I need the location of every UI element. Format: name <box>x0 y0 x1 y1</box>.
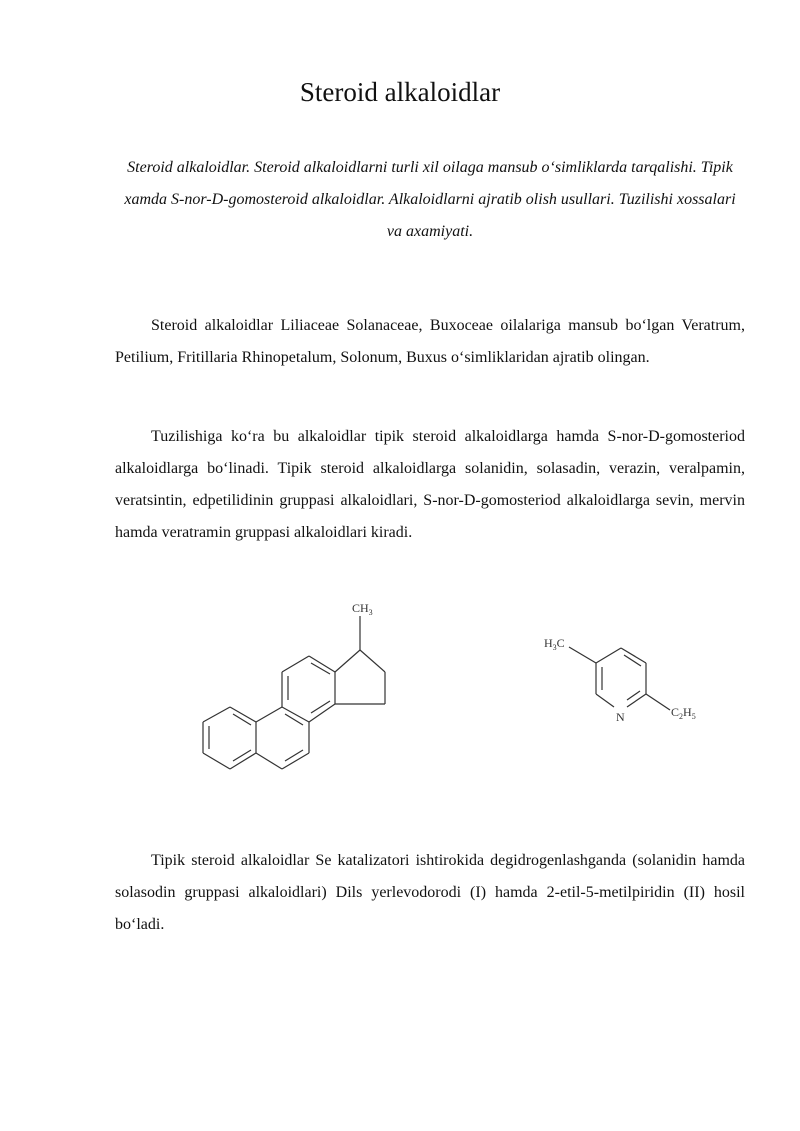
pyridine-ring <box>596 648 646 707</box>
abstract: Steroid alkaloidlar. Steroid alkaloidlarni turli xil oilaga mansub o‘simliklarda tarqalishi. Tipik xamda S-nor-D-gomosteroid alkaloidlar. Alkaloidlarni ajratib olish usullari. Tuzilishi xossalari va axamiyati. <box>124 159 736 240</box>
ethyl-group-label: $C_2H_5$ <box>671 705 696 721</box>
paragraph-dehydrogenation: Tipik steroid alkaloidlar Se katalizatori ishtirokida degidrogenlashganda (solanidin hamda solasodin gruppasi alkaloidlari) Dils yerlevodorodi (I) hamda 2-etil-5-metilpiridin (II) hosil bo‘ladi. <box>115 852 745 933</box>
ring-a <box>203 707 256 769</box>
paragraph-sources: Steroid alkaloidlar Liliaceae Solanaceae, Buxoceae oilalariga mansub bo‘lgan Veratrum, Petilium, Fritillaria Rhinopetalum, Solonum, Buxus o‘simliklaridan ajratib olingan. <box>115 317 745 366</box>
ring-b <box>256 707 309 769</box>
methyl-bond <box>569 647 596 663</box>
nitrogen-label: N <box>616 710 625 724</box>
page-title: Steroid alkaloidlar <box>299 77 501 107</box>
methyl-group-label: $H_3C$ <box>544 636 565 652</box>
paragraph-classification: Tuzilishiga ko‘ra bu alkaloidlar tipik steroid alkaloidlarga hamda S-nor-D-gomosteriod alkaloidlarga bo‘linadi. Tipik steroid alkaloidlarga solanidin, solasadin, verazin, veralpamin, veratsintin, edpetilidinin gruppasi alkaloidlari, S-nor-D-gomosteriod alkaloidlarga sevin, mervin hamda veratramin gruppasi alkaloidlari kiradi. <box>115 428 745 541</box>
methyl-label: $CH_3$ <box>352 601 373 617</box>
ethyl-methylpyridine-structure <box>540 630 710 730</box>
dils-hydrocarbon-structure <box>195 595 405 780</box>
ethyl-bond <box>646 694 670 710</box>
ring-d <box>335 616 385 704</box>
